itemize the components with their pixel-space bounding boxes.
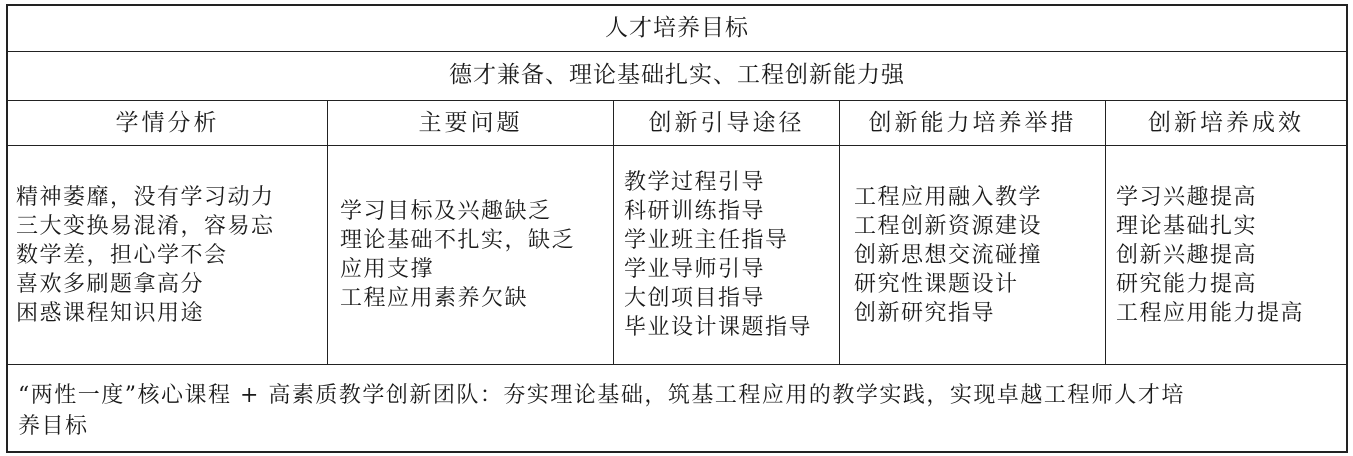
list-item: 工程应用融入教学 — [854, 184, 1043, 210]
list-item: 大创项目指导 — [624, 286, 766, 311]
list-item: 理论基础不扎实，缺乏 — [340, 228, 576, 253]
list-item: 工程创新资源建设 — [854, 213, 1043, 239]
talent-training-table — [6, 4, 1348, 453]
header-row — [8, 101, 1346, 146]
header-innovation-measures: 创新能力培养举措 — [840, 101, 1106, 145]
innovation-results-cell — [1106, 146, 1346, 364]
header-innovation-results: 创新培养成效 — [1148, 110, 1304, 136]
list-item: 困惑课程知识用途 — [16, 300, 205, 326]
list-item: 毕业设计课题指导 — [624, 315, 813, 340]
header-main-problems: 主要问题 — [328, 101, 614, 145]
list-item: 学习兴趣提高 — [1116, 184, 1258, 210]
table-title: 人才培养目标 — [8, 6, 1346, 52]
training-goal: 德才兼备、理论基础扎实、工程创新能力强 — [8, 52, 1346, 101]
situation-analysis-cell — [8, 146, 328, 364]
list-item: 数学差，担心学不会 — [16, 242, 228, 268]
main-problems-cell — [328, 146, 614, 364]
list-item: 创新思想交流碰撞 — [854, 242, 1043, 268]
list-item: 学习目标及兴趣缺乏 — [340, 199, 552, 224]
list-item: 喜欢多刷题拿高分 — [16, 271, 205, 297]
innovation-measures-cell — [840, 146, 1106, 364]
header-situation-analysis: 学情分析 — [8, 101, 328, 145]
summary-line: “两性一度”核心课程 + 高素质教学创新团队：夯实理论基础，筑基工程应用的教学实践，实现卓越工程师人才培 — [18, 383, 1185, 408]
list-item: 创新研究指导 — [854, 300, 996, 326]
list-item: 工程应用能力提高 — [1116, 300, 1305, 326]
list-item: 学业班主任指导 — [624, 228, 789, 253]
innovation-guidance-cell — [614, 146, 840, 364]
list-item: 三大变换易混淆，容易忘 — [16, 213, 275, 239]
list-item: 学业导师引导 — [624, 257, 766, 282]
list-item: 研究性课题设计 — [854, 271, 1019, 297]
summary-line: 养目标 — [18, 414, 89, 439]
list-item: 精神萎靡，没有学习动力 — [16, 184, 275, 210]
list-item: 应用支撑 — [340, 257, 435, 282]
list-item: 教学过程引导 — [624, 170, 766, 195]
content-row — [8, 146, 1346, 365]
list-item: 创新兴趣提高 — [1116, 242, 1258, 268]
list-item: 工程应用素养欠缺 — [340, 286, 529, 311]
list-item: 研究能力提高 — [1116, 271, 1258, 297]
list-item: 理论基础扎实 — [1116, 213, 1258, 239]
header-innovation-guidance: 创新引导途径 — [614, 101, 840, 145]
summary-footer — [8, 365, 1346, 451]
list-item: 科研训练指导 — [624, 199, 766, 224]
